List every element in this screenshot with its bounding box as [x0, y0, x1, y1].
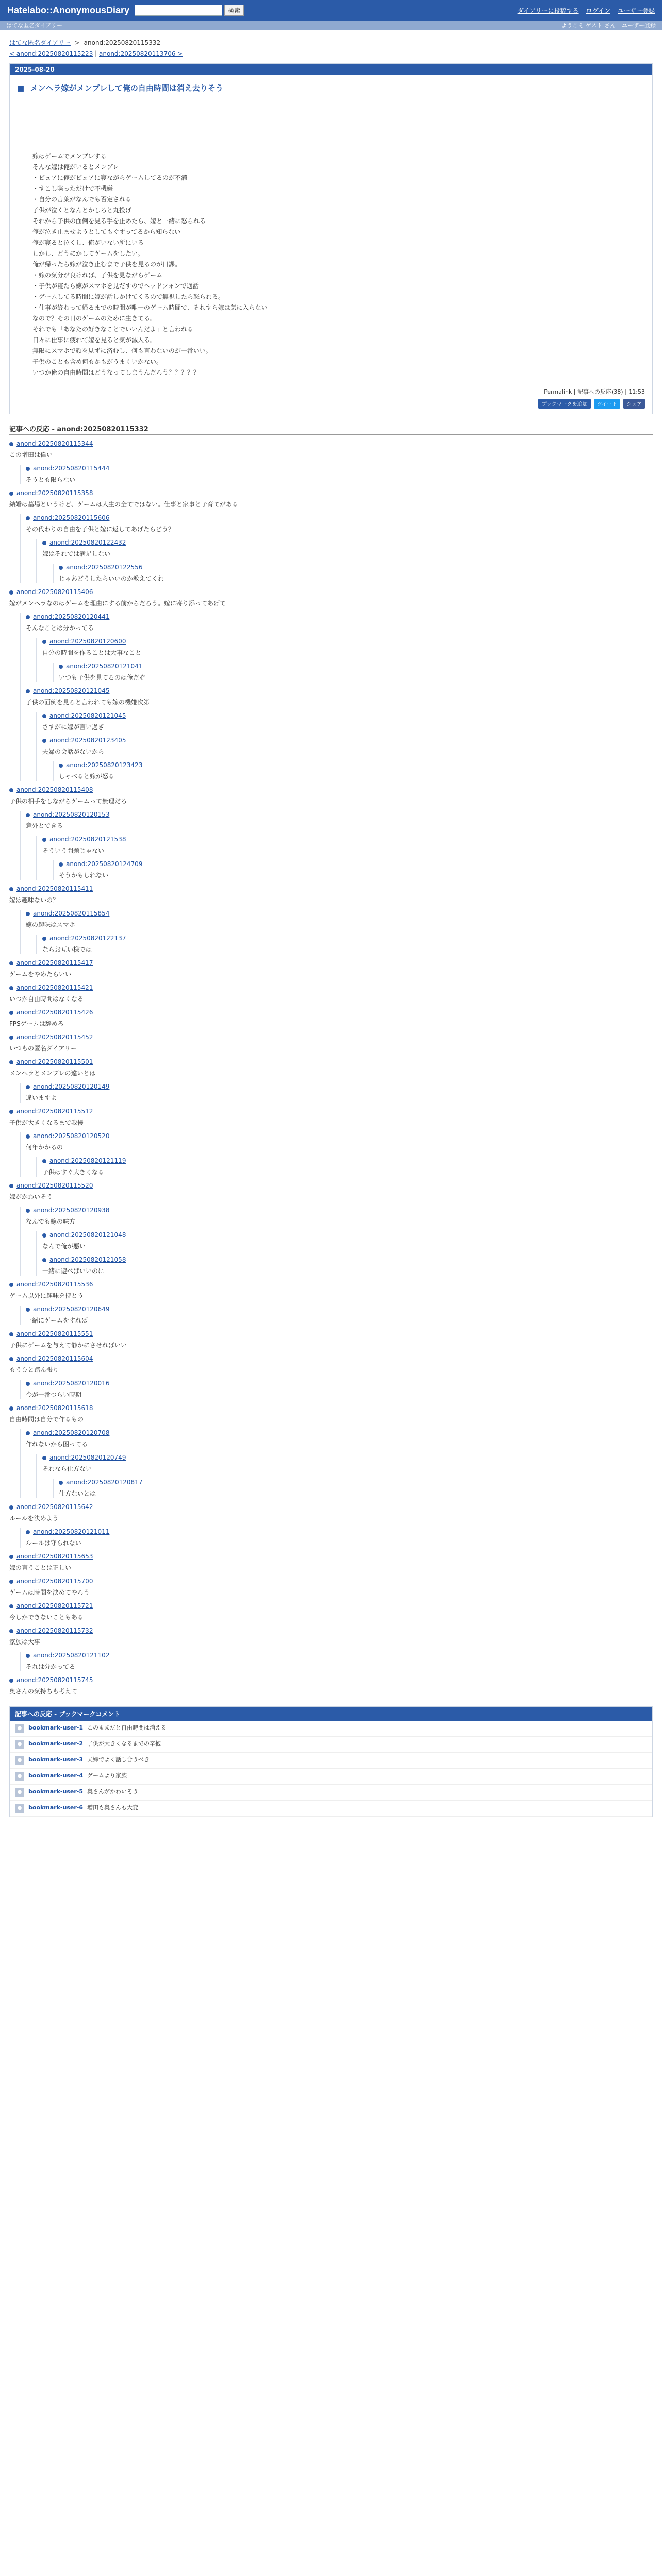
site-brand[interactable]: Hatelabo::AnonymousDiary: [7, 5, 130, 15]
comment-link[interactable]: anond:20250820115618: [9, 1404, 653, 1412]
bookmark-row: [10, 1753, 652, 1769]
comment: [9, 440, 653, 484]
comment-text: そんなことは分かってる: [26, 624, 94, 632]
entry-title-text: メンヘラ嫁がメンブレして俺の自由時間は消え去りそう: [30, 83, 223, 93]
entry-date: 2025-08-20: [10, 64, 652, 75]
bookmark-comment-text: このままだと自由時間は消える: [87, 1724, 167, 1731]
header-links: [518, 6, 655, 15]
comment-text: 子供にゲームを与えて静かにさせればいい: [9, 1342, 127, 1349]
header-link-register[interactable]: ユーザー登録: [617, 7, 655, 14]
comment-link[interactable]: anond:20250820120520: [26, 1132, 653, 1140]
entry-paragraph: ・すこし喋っただけで不機嫌: [32, 185, 113, 192]
comment: [59, 663, 653, 682]
comment: [9, 1182, 653, 1276]
comment-text: 自由時間は自分で作るもの: [9, 1416, 84, 1423]
next-entry-link[interactable]: anond:20250820113706 >: [99, 50, 183, 57]
breadcrumb-current: anond:20250820115332: [84, 39, 161, 46]
comment-replies: [20, 1306, 653, 1325]
comment: [42, 712, 653, 732]
comment-link[interactable]: anond:20250820121011: [26, 1528, 653, 1535]
user-avatar-icon: ●: [15, 1740, 24, 1749]
comment-text: 結婚は墓場というけど、ゲームは人生の全てではない。仕事と家事と子育てがある: [9, 501, 239, 508]
comment-link[interactable]: anond:20250820115745: [9, 1676, 653, 1684]
comment-text: じゃあどうしたらいいのか教えてくれ: [59, 575, 164, 582]
comment-link[interactable]: anond:20250820120149: [26, 1083, 653, 1090]
comment-link[interactable]: anond:20250820120649: [26, 1306, 653, 1313]
comment-link[interactable]: anond:20250820115408: [9, 786, 653, 793]
comment: [9, 786, 653, 880]
comment-replies: [36, 638, 653, 682]
comment-replies: [36, 1231, 653, 1276]
comment-replies: [20, 811, 653, 880]
comment-link[interactable]: anond:20250820115536: [9, 1281, 653, 1288]
comment-replies: [53, 564, 653, 583]
search-input[interactable]: [135, 5, 222, 16]
comment-link[interactable]: anond:20250820115854: [26, 910, 653, 917]
user-avatar-icon: ●: [15, 1724, 24, 1733]
comment: [42, 638, 653, 682]
breadcrumb: [9, 38, 653, 47]
comment: [42, 1231, 653, 1251]
bookmark-user[interactable]: bookmark-user-1: [28, 1724, 83, 1731]
comment-text: 奥さんの気持ちも考えて: [9, 1688, 78, 1695]
comment: [9, 1578, 653, 1597]
comment-replies: [53, 761, 653, 781]
comment-text: 仕方ないとは: [59, 1490, 96, 1497]
bookmark-comment-text: ゲームより家族: [87, 1772, 127, 1779]
comment-link[interactable]: anond:20250820122432: [42, 539, 653, 546]
entry-paragraph: 俺が帰ったら嫁が泣き止むまで子供を見るのが日課。: [32, 261, 181, 268]
comment-link[interactable]: anond:20250820121058: [42, 1256, 653, 1263]
prev-entry-link[interactable]: < anond:20250820115223: [9, 50, 93, 57]
comment: [59, 761, 653, 781]
comment: [9, 1602, 653, 1622]
comment: [26, 1132, 653, 1177]
comment-text: 一緒に遊べばいいのに: [42, 1267, 105, 1275]
comment-link[interactable]: anond:20250820121045: [26, 687, 653, 694]
user-avatar-icon: ●: [15, 1756, 24, 1765]
comment: [26, 1207, 653, 1276]
comment-replies: [20, 613, 653, 781]
bookmark-row: [10, 1737, 652, 1753]
comment: [42, 539, 653, 583]
comment-link[interactable]: anond:20250820115642: [9, 1503, 653, 1511]
comment-text: そうとも限らない: [26, 476, 76, 483]
comment-link[interactable]: anond:20250820121048: [42, 1231, 653, 1239]
comment: [26, 910, 653, 954]
comment: [9, 1033, 653, 1053]
entry-paragraph: ・嫁の気分が良ければ、子供を見ながらゲーム: [32, 272, 163, 279]
entry-paragraph: 子供が泣くとなんとかしろと丸投げ: [32, 207, 132, 214]
comment-link[interactable]: anond:20250820120153: [26, 811, 653, 818]
entry-paragraph: なので？その日のゲームのために生きてる。: [32, 315, 157, 322]
comment-text: ゲームは時間を決めてやろう: [9, 1589, 90, 1596]
comment-link[interactable]: anond:20250820121041: [59, 663, 653, 670]
breadcrumb-home[interactable]: はてな匿名ダイアリー: [9, 39, 71, 46]
comment-link[interactable]: anond:20250820115551: [9, 1330, 653, 1337]
subheader-welcome: ようこそ ゲスト さん: [561, 22, 616, 29]
comment-text: この増田は偉い: [9, 451, 53, 459]
comment: [26, 514, 653, 583]
bookmark-row: [10, 1769, 652, 1785]
entry-paragraph: ・仕事が終わって帰るまでの時間が唯一のゲーム時間で、それすら嫁は気に入らない: [32, 304, 268, 311]
comment-link[interactable]: anond:20250820120938: [26, 1207, 653, 1214]
comment-text: それなら仕方ない: [42, 1465, 92, 1472]
comment-text: 一緒にゲームをすれば: [26, 1317, 88, 1324]
bookmark-user[interactable]: bookmark-user-4: [28, 1772, 83, 1779]
comment-text: 嫁は趣味ないの？: [9, 896, 59, 904]
comment-text: それは分かってる: [26, 1663, 76, 1670]
comment-replies: [36, 836, 653, 880]
comment-replies: [36, 712, 653, 781]
comment-link[interactable]: anond:20250820115501: [9, 1058, 653, 1065]
bookmark-row: [10, 1721, 652, 1737]
comment-link[interactable]: anond:20250820120817: [59, 1479, 653, 1486]
comment: [9, 1627, 653, 1671]
entry-paragraph: 子供のことも含め何もかもがうまくいかない。: [32, 358, 163, 365]
comment: [59, 1479, 653, 1498]
entry-paragraph: それでも「あなたの好きなことでいいんだよ」と言われる: [32, 326, 194, 333]
bookmark-user[interactable]: bookmark-user-5: [28, 1788, 83, 1795]
comment: [9, 1553, 653, 1572]
comment-text: いつもの匿名ダイアリー: [9, 1045, 77, 1052]
comment-text: 夫婦の会話がないから: [42, 748, 105, 755]
comment-text: 嫁の趣味はスマホ: [26, 921, 75, 928]
comment: [59, 860, 653, 880]
comment-link[interactable]: anond:20250820122556: [59, 564, 653, 571]
comment-link[interactable]: anond:20250820120441: [26, 613, 653, 620]
comment-link[interactable]: anond:20250820115406: [9, 588, 653, 596]
comment: [9, 1404, 653, 1498]
tweet-button[interactable]: ツイート: [594, 399, 621, 409]
comment-text: その代わりの自由を子供と嫁に返してあげたらどう？: [26, 526, 175, 533]
subheader-right: [561, 21, 656, 29]
entry-paragraph: そんな嫁は俺がいるとメンブレ: [32, 163, 119, 171]
comment-link[interactable]: anond:20250820115426: [9, 1009, 653, 1016]
comment-replies: [20, 1429, 653, 1498]
comment-replies: [20, 910, 653, 954]
comment: [26, 1306, 653, 1325]
comment: [26, 1429, 653, 1498]
comment: [9, 1355, 653, 1399]
comment: [26, 1528, 653, 1548]
comment-replies: [20, 514, 653, 583]
user-avatar-icon: ●: [15, 1804, 24, 1813]
bookmark-user[interactable]: bookmark-user-6: [28, 1804, 83, 1811]
comment: [9, 1009, 653, 1028]
user-avatar-icon: ●: [15, 1772, 24, 1781]
header-link-login[interactable]: ログイン: [586, 7, 610, 14]
comment-text: いつも子供を見てるのは俺だぞ: [59, 674, 146, 681]
comment-text: 今しかできないこともある: [9, 1614, 84, 1621]
user-avatar-icon: ●: [15, 1788, 24, 1797]
comment-link[interactable]: anond:20250820122137: [42, 935, 653, 942]
comment-replies: [20, 1528, 653, 1548]
comment-replies: [20, 1380, 653, 1399]
comment-text: 子供の相手をしながらゲームって無理だろ: [9, 798, 127, 805]
entry-paragraph: 日々に仕事に疲れて嫁を見ると気が滅入る。: [32, 336, 157, 344]
title-bullet-icon: ■: [17, 83, 25, 93]
comment-replies: [36, 539, 653, 583]
bookmarks-title: 記事への反応 - ブックマークコメント: [10, 1707, 652, 1721]
entry-paragraph: しかし、どうにかしてゲームをしたい。: [32, 250, 144, 257]
comment: [26, 465, 653, 484]
comment: [26, 613, 653, 682]
comment-text: ルールを決めよう: [9, 1515, 59, 1522]
entry-paragraph: ・自分の言葉がなんでも否定される: [32, 196, 132, 203]
comment: [9, 1058, 653, 1103]
comment: [9, 1281, 653, 1325]
entry-paragraph: ・ピュアに俺がピュアに寝ながらゲームしてるのが不満: [32, 174, 188, 181]
comment-text: 子供はすぐ大きくなる: [42, 1168, 105, 1176]
comment-link[interactable]: anond:20250820115344: [9, 440, 653, 447]
bookmark-user[interactable]: bookmark-user-3: [28, 1756, 83, 1763]
comment-link[interactable]: anond:20250820115421: [9, 984, 653, 991]
comment-link[interactable]: anond:20250820121538: [42, 836, 653, 843]
comment-link[interactable]: anond:20250820115653: [9, 1553, 653, 1560]
entry-paragraph: 俺が寝ると泣くし、俺がいない所にいる: [32, 239, 144, 246]
comment-link[interactable]: anond:20250820115520: [9, 1182, 653, 1189]
entry-footer[interactable]: Permalink | 記事への反応(38) | 11:53: [544, 388, 645, 395]
comment-text: ゲームをやめたらいい: [9, 971, 72, 978]
bookmark-user[interactable]: bookmark-user-2: [28, 1740, 83, 1747]
comment-text: さすがに嫁が言い過ぎ: [42, 723, 105, 731]
bookmark-button[interactable]: ブックマークを追加: [538, 399, 590, 409]
comment-replies: [53, 663, 653, 682]
subheader: [0, 21, 662, 30]
comment-text: 意外とできる: [26, 822, 63, 829]
comment: [9, 1503, 653, 1548]
entry-paragraph: ・子供が寝たら嫁がスマホを見だすのでヘッドフォンで通話: [32, 282, 199, 290]
entry-paragraph: 俺が泣き止ませようとしてもぐずってるから知らない: [32, 228, 181, 235]
comment-link[interactable]: anond:20250820115452: [9, 1033, 653, 1041]
comment: [9, 588, 653, 781]
comment-text: 違いますよ: [26, 1094, 57, 1101]
comment-link[interactable]: anond:20250820115417: [9, 959, 653, 967]
comment-text: そうかもしれない: [59, 872, 109, 879]
comment: [26, 811, 653, 880]
main-container: [0, 30, 662, 1817]
comment-replies: [20, 1207, 653, 1276]
entry: [9, 63, 653, 414]
comment-text: そういう問題じゃない: [42, 847, 105, 854]
comment-replies: [36, 1454, 653, 1498]
comment-text: 今が一番つらい時期: [26, 1391, 82, 1398]
entry-body: [10, 93, 652, 383]
entry-paragraph: 嫁はゲームでメンブレする: [32, 152, 107, 160]
comment: [9, 1676, 653, 1696]
comment-replies: [53, 1479, 653, 1498]
comment-link[interactable]: anond:20250820115700: [9, 1578, 653, 1585]
comment-link[interactable]: anond:20250820121045: [42, 712, 653, 719]
header-link-post[interactable]: ダイアリーに投稿する: [517, 7, 579, 14]
share-button[interactable]: シェア: [623, 399, 645, 409]
comment-link[interactable]: anond:20250820115358: [9, 489, 653, 497]
comment: [59, 564, 653, 583]
comment-link[interactable]: anond:20250820124709: [59, 860, 653, 868]
comment-text: 作れないから困ってる: [26, 1440, 88, 1448]
comment-text: 嫁はそれでは満足しない: [42, 550, 111, 557]
comment-link[interactable]: anond:20250820120708: [26, 1429, 653, 1436]
comment: [9, 959, 653, 979]
comment-text: ならお互い様では: [42, 946, 92, 953]
entry-paragraph: いつか俺の自由時間はどうなってしまうんだろう？？？？？: [32, 369, 200, 376]
subheader-left: はてな匿名ダイアリー: [6, 22, 63, 29]
comment-text: いつか自由時間はなくなる: [9, 995, 84, 1003]
comment-link[interactable]: anond:20250820120016: [26, 1380, 653, 1387]
comment-text: なんで俺が悪い: [42, 1243, 86, 1250]
comment-text: FPSゲームは辞めろ: [9, 1020, 64, 1027]
comment: [42, 1157, 653, 1177]
site-header: [0, 0, 662, 21]
comment: [9, 984, 653, 1004]
breadcrumb-separator: >: [74, 39, 80, 46]
comment-link[interactable]: anond:20250820121119: [42, 1157, 653, 1164]
comment-link[interactable]: anond:20250820115411: [9, 885, 653, 892]
subheader-register[interactable]: ユーザー登録: [622, 22, 656, 29]
comment-link[interactable]: anond:20250820123423: [59, 761, 653, 769]
comment-text: 何年かかるの: [26, 1144, 63, 1151]
bookmark-comment-text: 奥さんがかわいそう: [87, 1788, 138, 1795]
comment-text: 子供の面倒を見ろと言われても嫁の機嫌次第: [26, 699, 150, 706]
comment-text: しゃべると嫁が怒る: [59, 773, 115, 780]
entry-title[interactable]: [10, 75, 652, 93]
comment-link[interactable]: anond:20250820123405: [42, 737, 653, 744]
entry-paragraph: それから子供の面倒を見る手を止めたら、嫁と一緒に怒られる: [32, 217, 206, 225]
search-button[interactable]: 検索: [224, 5, 244, 16]
comment-replies: [20, 1083, 653, 1103]
comment-replies: [20, 465, 653, 484]
bookmark-row: [10, 1785, 652, 1801]
entry-paragraph: ・ゲームしてる時間に嫁が話しかけてくるので無視したら怒られる。: [32, 293, 225, 300]
comment-link[interactable]: anond:20250820120600: [42, 638, 653, 645]
comment-replies: [36, 935, 653, 954]
comment: [42, 737, 653, 781]
comment-link[interactable]: anond:20250820115732: [9, 1627, 653, 1634]
comment-text: もうひと踏ん張り: [9, 1366, 59, 1374]
comment-link[interactable]: anond:20250820115721: [9, 1602, 653, 1609]
comment-text: 嫁の言うことは正しい: [9, 1564, 72, 1571]
comment: [9, 489, 653, 583]
comment: [42, 935, 653, 954]
comment-text: ルールは守られない: [26, 1539, 81, 1547]
comment: [42, 1454, 653, 1498]
comment-text: なんでも嫁の味方: [26, 1218, 76, 1225]
comment-replies: [20, 1652, 653, 1671]
comment-replies: [36, 1157, 653, 1177]
comment-text: 自分の時間を作ることは大事なこと: [42, 649, 142, 656]
comment-replies: [53, 860, 653, 880]
share-row: [10, 398, 652, 414]
comment: [26, 1380, 653, 1399]
comment: [26, 1083, 653, 1103]
comment: [42, 1256, 653, 1276]
comment-text: ゲーム以外に趣味を持とう: [9, 1292, 84, 1299]
comment: [26, 687, 653, 781]
bookmark-comments: [9, 1706, 653, 1817]
comments-title: 記事への反応 - anond:20250820115332: [9, 423, 653, 435]
comment-text: 家族は大事: [9, 1638, 41, 1646]
comments-list: [9, 440, 653, 1696]
comment-replies: [20, 1132, 653, 1177]
comment: [9, 1330, 653, 1350]
comment-link[interactable]: anond:20250820115444: [26, 465, 653, 472]
comment: [9, 885, 653, 954]
comment-link[interactable]: anond:20250820121102: [26, 1652, 653, 1659]
comment-text: 子供が大きくなるまで我慢: [9, 1119, 84, 1126]
comment: [9, 1108, 653, 1177]
comment-link[interactable]: anond:20250820120749: [42, 1454, 653, 1461]
comment-text: メンヘラとメンブレの違いとは: [9, 1070, 96, 1077]
bookmark-row: [10, 1801, 652, 1817]
comment-text: 嫁がかわいそう: [9, 1193, 53, 1200]
comment-link[interactable]: anond:20250820115512: [9, 1108, 653, 1115]
prev-next-nav: < anond:20250820115223 | anond:20250820113706 >: [9, 50, 183, 57]
comment-link[interactable]: anond:20250820115606: [26, 514, 653, 521]
bookmark-list: [10, 1721, 652, 1817]
bookmark-comment-text: 子供が大きくなるまでの辛抱: [87, 1740, 161, 1747]
comment-link[interactable]: anond:20250820115604: [9, 1355, 653, 1362]
bookmark-comment-text: 夫婦でよく話し合うべき: [87, 1756, 150, 1763]
comment: [26, 1652, 653, 1671]
comment: [42, 836, 653, 880]
comment-text: 嫁がメンヘラなのはゲームを理由にする前からだろう。嫁に寄り添ってあげて: [9, 600, 226, 607]
entry-paragraph: 無限にスマホで顔を見ずに済むし、何も言わないのが一番いい。: [32, 347, 212, 354]
bookmark-comment-text: 増田も奥さんも大変: [87, 1804, 138, 1811]
